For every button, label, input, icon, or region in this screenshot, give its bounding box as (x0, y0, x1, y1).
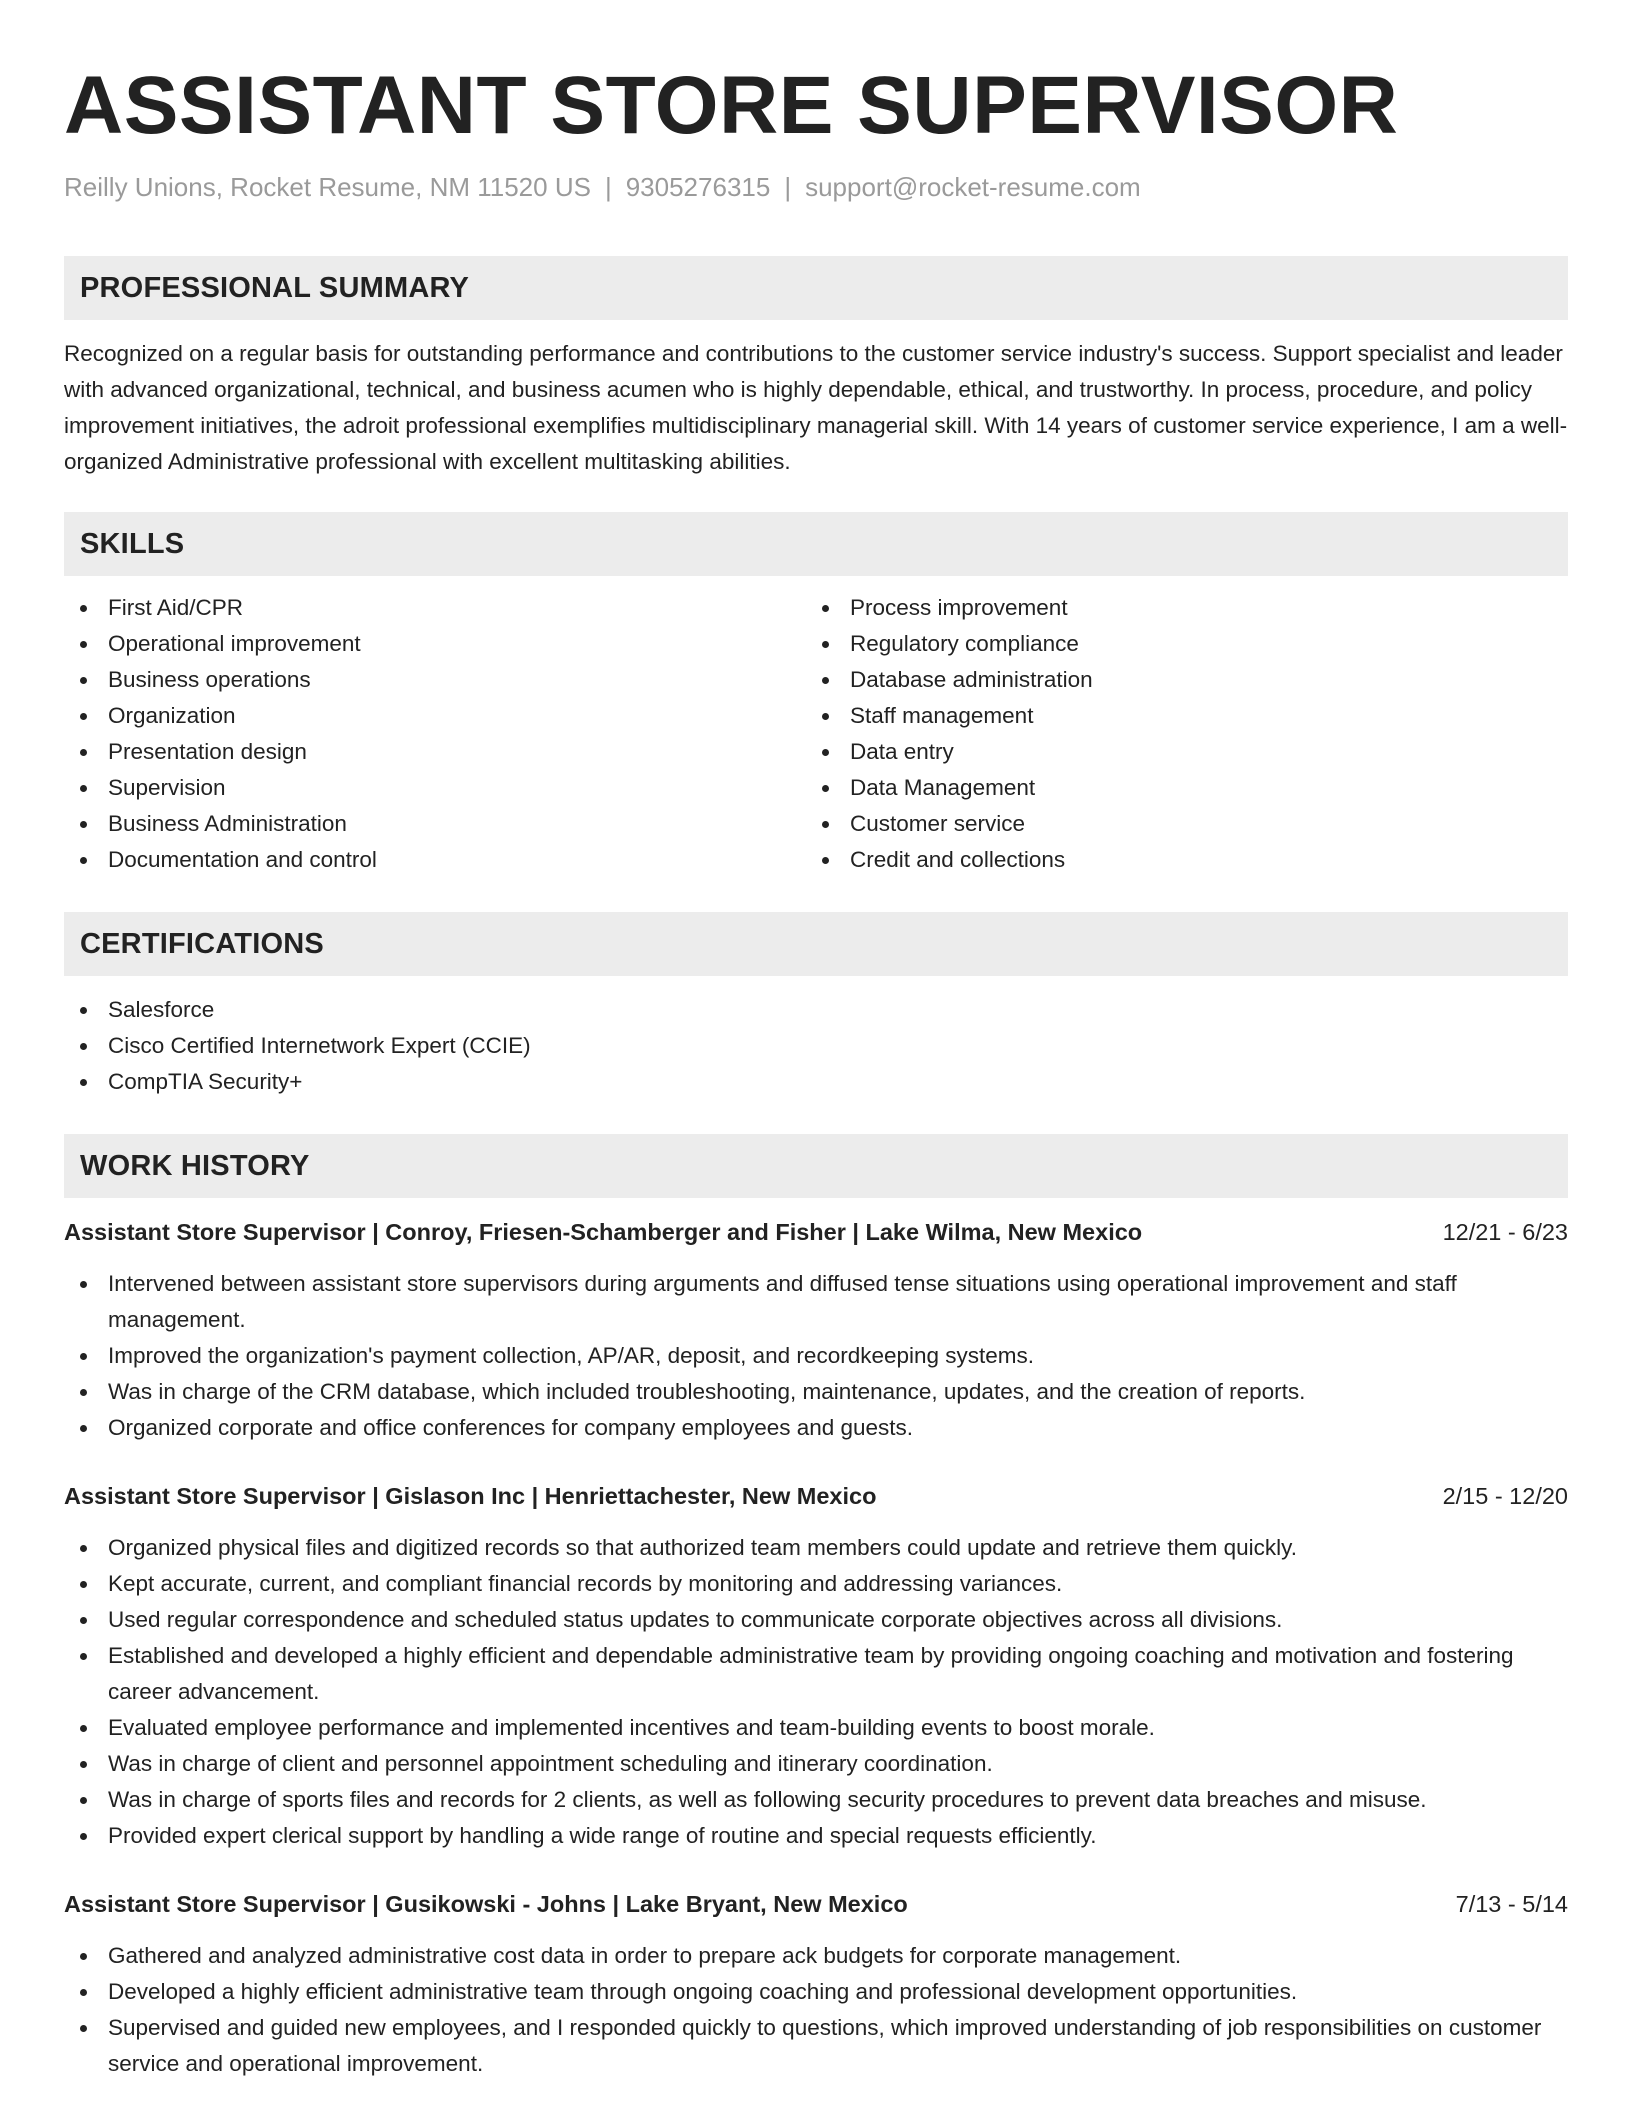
skill-item: Operational improvement (64, 626, 806, 662)
job-title: Assistant Store Supervisor | Conroy, Friesen-Schamberger and Fisher | Lake Wilma, New Mexico (64, 1219, 1143, 1245)
job-entry (64, 1214, 1568, 1446)
skill-item: Database administration (806, 662, 1548, 698)
skill-item: Regulatory compliance (806, 626, 1548, 662)
section-heading-certifications: CERTIFICATIONS (64, 912, 1568, 976)
job-header (64, 1478, 1568, 1514)
skill-item: Data entry (806, 734, 1548, 770)
resume-page (64, 58, 1568, 2082)
job-entry (64, 1478, 1568, 1854)
job-bullet: Supervised and guided new employees, and I responded quickly to questions, which improved understanding of job responsibilities on customer service and operational improvement. (64, 2010, 1568, 2082)
skill-item: Supervision (64, 770, 806, 806)
job-title: Assistant Store Supervisor | Gusikowski - Johns | Lake Bryant, New Mexico (64, 1891, 908, 1917)
job-bullet: Evaluated employee performance and implemented incentives and team-building events to boost morale. (64, 1710, 1568, 1746)
skill-item: Process improvement (806, 590, 1548, 626)
job-header (64, 1214, 1568, 1250)
certification-item: CompTIA Security+ (64, 1064, 1568, 1100)
skill-item: Organization (64, 698, 806, 734)
job-bullet: Intervened between assistant store supervisors during arguments and diffused tense situations using operational improvement and staff management. (64, 1266, 1568, 1338)
resume-title: ASSISTANT STORE SUPERVISOR (64, 60, 1399, 151)
job-bullet: Provided expert clerical support by handling a wide range of routine and special requests efficiently. (64, 1818, 1568, 1854)
section-heading-skills: SKILLS (64, 512, 1568, 576)
certification-list (64, 992, 1568, 1100)
certification-item: Salesforce (64, 992, 1568, 1028)
job-bullet: Was in charge of the CRM database, which included troubleshooting, maintenance, updates, and the creation of reports. (64, 1374, 1568, 1410)
skill-item: Data Management (806, 770, 1548, 806)
job-bullet: Was in charge of sports files and records for 2 clients, as well as following security procedures to prevent data breaches and misuse. (64, 1782, 1568, 1818)
job-bullet-list (64, 1938, 1568, 2082)
section-heading-summary: PROFESSIONAL SUMMARY (64, 256, 1568, 320)
skill-item: Presentation design (64, 734, 806, 770)
skill-item: Documentation and control (64, 842, 806, 878)
contact-separator: | (604, 172, 612, 202)
contact-phone: 9305276315 (625, 172, 771, 202)
skill-item: First Aid/CPR (64, 590, 806, 626)
job-bullet: Kept accurate, current, and compliant financial records by monitoring and addressing variances. (64, 1566, 1568, 1602)
job-bullet-list (64, 1266, 1568, 1446)
job-entry (64, 1886, 1568, 2082)
job-bullet: Organized physical files and digitized records so that authorized team members could update and retrieve them quickly. (64, 1530, 1568, 1566)
section-heading-work-history: WORK HISTORY (64, 1134, 1568, 1198)
job-bullet: Organized corporate and office conferences for company employees and guests. (64, 1410, 1568, 1446)
skill-item: Credit and collections (806, 842, 1548, 878)
skill-item: Customer service (806, 806, 1548, 842)
skills-grid (64, 590, 1568, 878)
job-bullet: Used regular correspondence and scheduled status updates to communicate corporate objectives across all divisions. (64, 1602, 1568, 1638)
job-dates: 7/13 - 5/14 (1455, 1891, 1568, 1917)
skills-column-right (806, 590, 1548, 878)
summary-text: Recognized on a regular basis for outstanding performance and contributions to the customer service industry's success. Support specialist and leader with advanced organizational, technical, and business acumen who is highly dependable, ethical, and trustworthy. In process, procedure, and policy improvement initiatives, the adroit professional exemplifies multidisciplinary managerial skill. With 14 years of customer service experience, I am a well-organized Administrative professional with excellent multitasking abilities. (64, 341, 1568, 474)
contact-email[interactable]: support@rocket-resume.com (805, 172, 1141, 202)
job-bullet: Gathered and analyzed administrative cost data in order to prepare ack budgets for corporate management. (64, 1938, 1568, 1974)
contact-separator: | (784, 172, 792, 202)
job-bullet: Developed a highly efficient administrative team through ongoing coaching and professional development opportunities. (64, 1974, 1568, 2010)
contact-line (64, 170, 1568, 204)
skill-item: Business Administration (64, 806, 806, 842)
job-bullet: Improved the organization's payment collection, AP/AR, deposit, and recordkeeping systems. (64, 1338, 1568, 1374)
contact-address: Reilly Unions, Rocket Resume, NM 11520 US (64, 172, 591, 202)
job-header (64, 1886, 1568, 1922)
skill-item: Staff management (806, 698, 1548, 734)
job-bullet-list (64, 1530, 1568, 1854)
skill-item: Business operations (64, 662, 806, 698)
job-bullet: Established and developed a highly efficient and dependable administrative team by providing ongoing coaching and motivation and fostering career advancement. (64, 1638, 1568, 1710)
job-bullet: Was in charge of client and personnel appointment scheduling and itinerary coordination. (64, 1746, 1568, 1782)
job-title: Assistant Store Supervisor | Gislason Inc | Henriettachester, New Mexico (64, 1483, 877, 1509)
skills-column-left (64, 590, 806, 878)
certification-item: Cisco Certified Internetwork Expert (CCIE) (64, 1028, 1568, 1064)
job-dates: 2/15 - 12/20 (1442, 1483, 1568, 1509)
job-dates: 12/21 - 6/23 (1442, 1219, 1568, 1245)
